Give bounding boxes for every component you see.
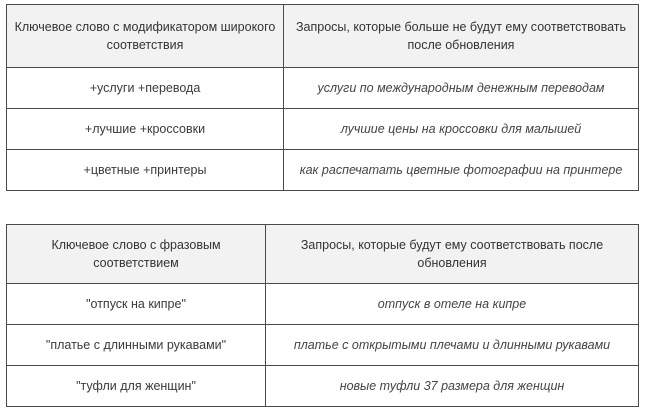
header-keyword-broad: Ключевое слово с модификатором широкого соответствия: [7, 5, 284, 68]
table-row: [7, 284, 639, 325]
query-cell: платье с открытыми плечами и длинными рукавами: [266, 325, 639, 366]
query-cell: новые туфли 37 размера для женщин: [266, 366, 639, 407]
header-queries-broad: Запросы, которые больше не будут ему соответствовать после обновления: [284, 5, 639, 68]
broad-match-table: [6, 4, 639, 191]
table-header-row: [7, 225, 639, 284]
query-cell: отпуск в отеле на кипре: [266, 284, 639, 325]
keyword-cell: +цветные +принтеры: [7, 150, 284, 191]
keyword-cell: "отпуск на кипре": [7, 284, 266, 325]
table-row: [7, 366, 639, 407]
keyword-cell: +услуги +перевода: [7, 68, 284, 109]
query-cell: услуги по международным денежным переводам: [284, 68, 639, 109]
phrase-match-table: [6, 224, 639, 407]
query-cell: как распечатать цветные фотографии на принтере: [284, 150, 639, 191]
keyword-cell: +лучшие +кроссовки: [7, 109, 284, 150]
keyword-cell: "платье с длинными рукавами": [7, 325, 266, 366]
table-row: [7, 109, 639, 150]
keyword-cell: "туфли для женщин": [7, 366, 266, 407]
table-row: [7, 68, 639, 109]
table-row: [7, 150, 639, 191]
table-row: [7, 325, 639, 366]
query-cell: лучшие цены на кроссовки для малышей: [284, 109, 639, 150]
table-header-row: [7, 5, 639, 68]
header-keyword-phrase: Ключевое слово с фразовым соответствием: [7, 225, 266, 284]
header-queries-phrase: Запросы, которые будут ему соответствовать после обновления: [266, 225, 639, 284]
